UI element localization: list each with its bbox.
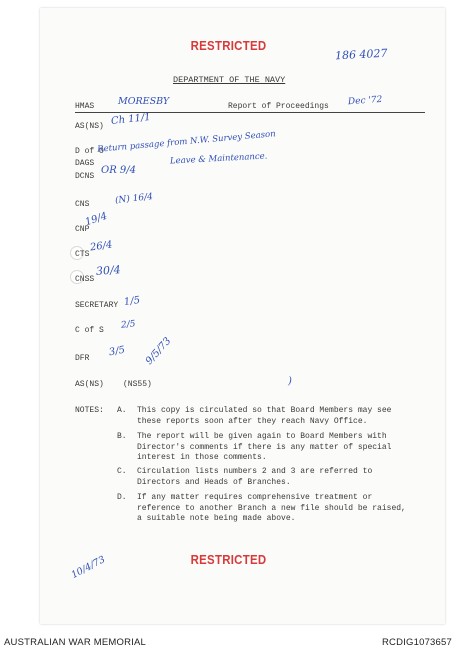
routing-label: AS(NS) — [75, 122, 104, 131]
final-annotation: 9/5/73 — [143, 335, 174, 367]
restricted-stamp-top: RESTRICTED — [190, 38, 267, 53]
routing-annotation: OR 9/4 — [101, 165, 136, 176]
report-period: Dec '72 — [347, 94, 383, 108]
footer-reference: RCDIG1073657 — [382, 637, 452, 648]
routing-annotation: 2/5 — [120, 319, 136, 331]
note-letter: A. — [117, 406, 127, 415]
footer-institution: AUSTRALIAN WAR MEMORIAL — [4, 637, 147, 648]
file-number: 186 4027 — [334, 46, 388, 63]
header-rule — [75, 112, 425, 113]
routing-label: DAGS — [75, 159, 95, 168]
routing-annotation: Leave & Maintenance. — [169, 151, 268, 167]
ship-name: MORESBY — [118, 96, 170, 107]
routing-label: D of O — [75, 147, 104, 156]
ship-prefix: HMAS — [75, 102, 95, 111]
note-letter: B. — [117, 432, 127, 441]
restricted-stamp-bottom: RESTRICTED — [190, 552, 267, 567]
routing-label: SECRETARY — [75, 301, 119, 310]
note-letter: C. — [117, 467, 127, 476]
routing-annotation: 19/4 — [83, 210, 109, 229]
routing-label: C of S — [75, 326, 104, 335]
note-letter: D. — [117, 493, 127, 502]
routing-annotation: 1/5 — [123, 294, 141, 309]
routing-annotation: (N) 16/4 — [114, 192, 154, 206]
routing-label: CTS — [75, 250, 90, 259]
notes-heading: NOTES: — [75, 406, 104, 415]
routing-annotation: Ch 11/1 — [110, 111, 152, 128]
routing-annotation: 3/5 — [108, 344, 126, 359]
document-page — [40, 8, 445, 624]
document-title: DEPARTMENT OF THE NAVY — [173, 75, 286, 85]
note-text: Circulation lists numbers 2 and 3 are referred to Directors and Heads of Branches. — [137, 467, 373, 487]
note-text: This copy is circulated so that Board Members may see these reports soon after they reach Navy Office. — [137, 406, 392, 426]
routing-label: CNP — [75, 225, 90, 234]
report-label: Report of Proceedings — [228, 102, 329, 111]
routing-annotation: 26/4 — [89, 239, 114, 254]
routing-annotation: Return passage from N.W. Survey Season — [96, 129, 277, 155]
routing-label: CNS — [75, 200, 90, 209]
note-text: The report will be given again to Board Members with Director's comments if there is any matter of special interest in those comments. — [137, 432, 392, 462]
pen-mark: ) — [288, 376, 292, 387]
signature-date: 10/4/73 — [69, 554, 108, 581]
note-text: If any matter requires comprehensive treatment or reference to another Branch a new file should be raised, a suitable note being made above. — [137, 493, 406, 523]
routing-label: DCNS — [75, 172, 95, 181]
routing-annotation: 30/4 — [95, 263, 122, 278]
routing-label: CNSS — [75, 275, 95, 284]
routing-label: AS(NS) — [75, 380, 104, 389]
routing-annotation: (NS55) — [123, 380, 152, 389]
routing-label: DFR — [75, 354, 90, 363]
